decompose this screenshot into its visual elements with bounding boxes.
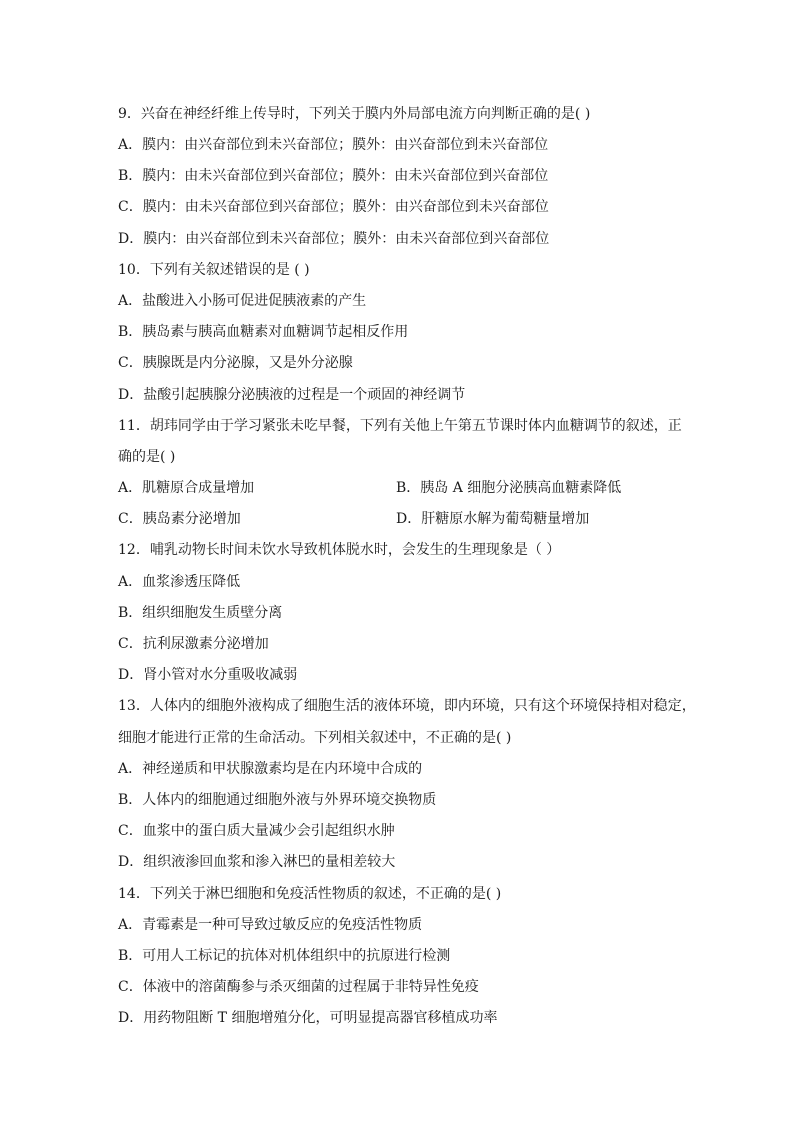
question-13-option-c: C．血浆中的蛋白质大量减少会引起组织水肿 bbox=[118, 823, 395, 839]
question-14-option-d: D．用药物阻断 T 细胞增殖分化，可明显提高器官移植成功率 bbox=[118, 1010, 498, 1026]
question-10-option-d: D．盐酸引起胰腺分泌胰液的过程是一个顽固的神经调节 bbox=[118, 387, 466, 403]
question-14-option-b: B．可用人工标记的抗体对机体组织中的抗原进行检测 bbox=[118, 948, 451, 964]
question-11-option-b: B．胰岛 A 细胞分泌胰高血糖素降低 bbox=[396, 480, 622, 496]
question-14-stem: 14．下列关于淋巴细胞和免疫活性物质的叙述，不正确的是( ) bbox=[118, 886, 502, 902]
question-13-stem-cont: 细胞才能进行正常的生命活动。下列相关叙述中，不正确的是( ) bbox=[118, 730, 512, 746]
question-9-option-b: B．膜内：由未兴奋部位到兴奋部位；膜外：由未兴奋部位到兴奋部位 bbox=[118, 168, 549, 184]
question-11-option-d: D．肝糖原水解为葡萄糖量增加 bbox=[396, 511, 590, 527]
question-11-option-a: A．肌糖原合成量增加 bbox=[118, 480, 255, 496]
question-12-option-b: B．组织细胞发生质壁分离 bbox=[118, 605, 283, 621]
question-13-option-a: A．神经递质和甲状腺激素均是在内环境中合成的 bbox=[118, 761, 423, 777]
question-9-option-c: C．膜内：由未兴奋部位到兴奋部位；膜外：由兴奋部位到未兴奋部位 bbox=[118, 199, 549, 215]
question-11-option-c: C．胰岛素分泌增加 bbox=[118, 511, 241, 527]
question-12-option-d: D．肾小管对水分重吸收减弱 bbox=[118, 667, 298, 683]
question-13-option-d: D．组织液渗回血浆和渗入淋巴的量相差较大 bbox=[118, 854, 396, 870]
question-13-option-b: B．人体内的细胞通过细胞外液与外界环境交换物质 bbox=[118, 792, 437, 808]
question-9-stem: 9．兴奋在神经纤维上传导时，下列关于膜内外局部电流方向判断正确的是( ) bbox=[118, 106, 591, 122]
question-11-stem: 11．胡玮同学由于学习紧张未吃早餐，下列有关他上午第五节课时体内血糖调节的叙述，正 bbox=[118, 418, 682, 434]
question-9-option-a: A．膜内：由兴奋部位到未兴奋部位；膜外：由兴奋部位到未兴奋部位 bbox=[118, 137, 549, 153]
question-9-option-d: D．膜内：由兴奋部位到未兴奋部位；膜外：由未兴奋部位到兴奋部位 bbox=[118, 231, 550, 247]
question-11-stem-cont: 确的是( ) bbox=[118, 449, 176, 465]
question-13-stem: 13．人体内的细胞外液构成了细胞生活的液体环境，即内环境，只有这个环境保持相对稳定， bbox=[118, 698, 696, 714]
question-12-stem: 12．哺乳动物长时间未饮水导致机体脱水时，会发生的生理现象是（ ） bbox=[118, 542, 561, 558]
question-10-stem: 10．下列有关叙述错误的是 ( ) bbox=[118, 262, 310, 278]
question-10-option-b: B．胰岛素与胰高血糖素对血糖调节起相反作用 bbox=[118, 324, 409, 340]
question-10-option-a: A．盐酸进入小肠可促进促胰液素的产生 bbox=[118, 293, 367, 309]
question-12-option-a: A．血浆渗透压降低 bbox=[118, 574, 241, 590]
question-12-option-c: C．抗利尿激素分泌增加 bbox=[118, 636, 269, 652]
question-14-option-c: C．体液中的溶菌酶参与杀灭细菌的过程属于非特异性免疫 bbox=[118, 979, 479, 995]
question-10-option-c: C．胰腺既是内分泌腺，又是外分泌腺 bbox=[118, 355, 353, 371]
question-14-option-a: A．青霉素是一种可导致过敏反应的免疫活性物质 bbox=[118, 917, 423, 933]
